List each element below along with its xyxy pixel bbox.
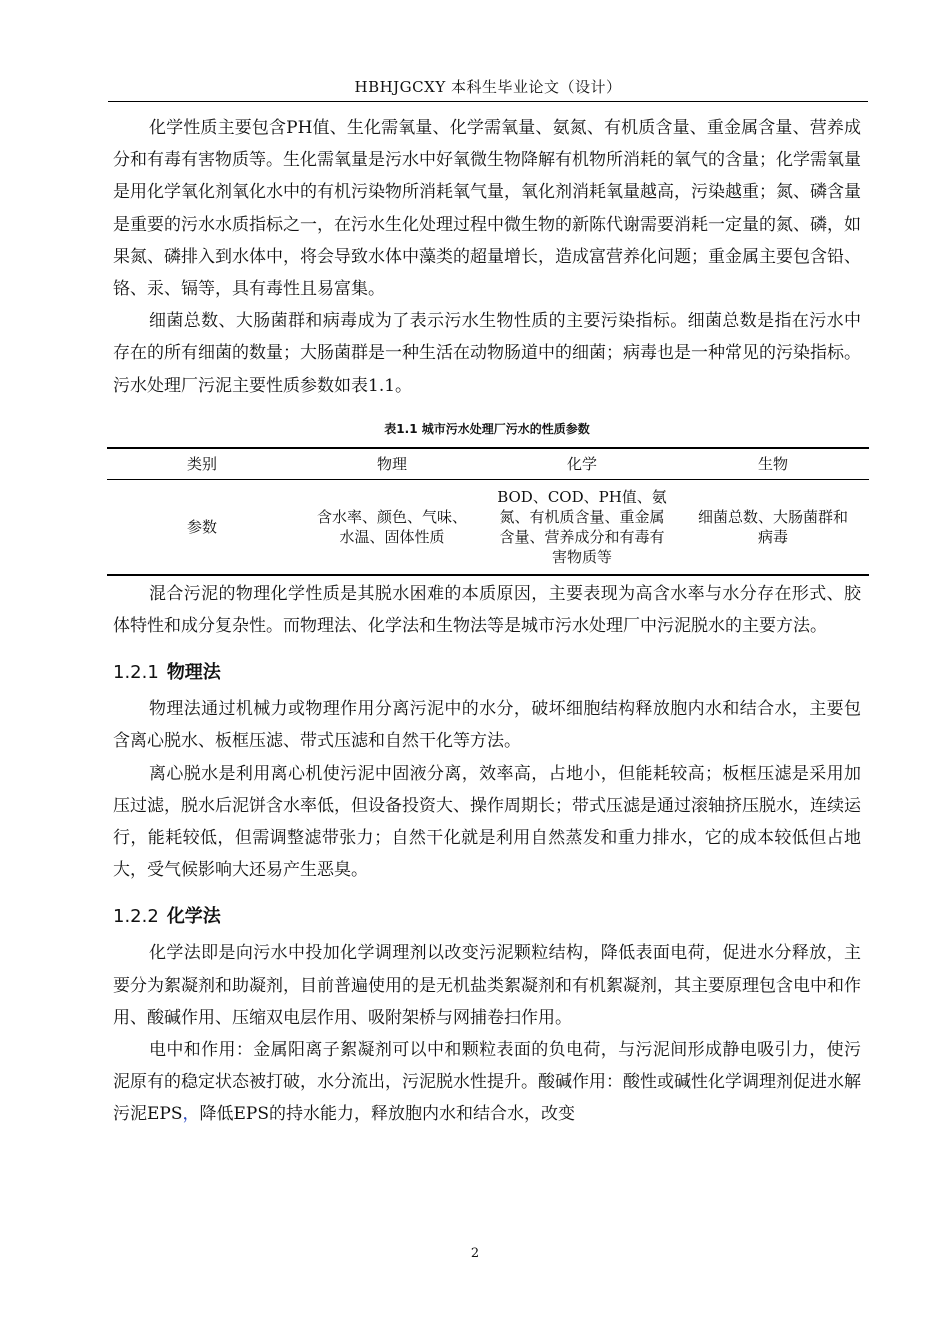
chemical-params: BOD、COD、PH值、氨氮、有机质含量、重金属含量、营养成分和有毒有害物质等	[497, 487, 667, 566]
paragraph-chemical-mechanisms	[113, 1034, 861, 1131]
mechanisms-text-part1: 电中和作用：金属阳离子絮凝剂可以中和颗粒表面的负电荷，与污泥间形成静电吸引力，使污泥原有的稳定状态被打破，水分流出，污泥脱水性提升。酸碱作用：酸性或碱性化学调理剂促进水解污泥EPS	[113, 1040, 861, 1125]
section-number: 1.2.2	[113, 906, 159, 928]
section-heading-chemical	[113, 903, 861, 931]
physical-params: 含水率、颜色、气味、水温、固体性质	[316, 507, 467, 546]
paragraph-chemical-intro: 化学法即是向污水中投加化学调理剂以改变污泥颗粒结构，降低表面电荷，促进水分释放，主要分为絮凝剂和助凝剂，目前普遍使用的是无机盐类絮凝剂和有机絮凝剂，其主要原理包含电中和作用、酸碱作用、压缩双电层作用、吸附架桥与网捕卷扫作用。	[113, 943, 861, 1028]
biological-params: 细菌总数、大肠菌群和病毒	[697, 507, 848, 546]
mechanisms-text-part2: 降低EPS的持水能力，释放胞内水和结合水，改变	[199, 1104, 575, 1125]
section-heading-physical	[113, 659, 861, 687]
table-header-row	[107, 448, 869, 480]
page-header: HBHJGCXY 本科生毕业论文（设计）	[354, 78, 622, 96]
paragraph-physical-methods: 离心脱水是利用离心机使污泥中固液分离，效率高，占地小，但能耗较高；板框压滤是采用加压过滤，脱水后泥饼含水率低，但设备投资大、操作周期长；带式压滤是通过滚轴挤压脱水，连续运行，能耗较低，但需调整滤带张力；自然干化就是利用自然蒸发和重力排水，它的成本较低但占地大，受气候影响大还易产生恶臭。	[113, 763, 861, 881]
section-number: 1.2.1	[113, 662, 159, 684]
section-title: 物理法	[166, 662, 221, 684]
table-cell-chemical	[487, 479, 677, 575]
properties-table	[107, 447, 869, 576]
blue-comma: ，	[182, 1104, 200, 1125]
paragraph-biological-properties: 细菌总数、大肠菌群和病毒成为了表示污水生物性质的主要污染指标。细菌总数是指在污水中存在的所有细菌的数量；大肠菌群是一种生活在动物肠道中的细菌；病毒也是一种常见的污染指标。污水处理厂污泥主要性质参数如表1.1。	[113, 311, 861, 396]
table-row	[107, 479, 869, 575]
table-caption: 表1.1 城市污水处理厂污水的性质参数	[384, 421, 590, 436]
table-header-biological: 生物	[677, 448, 869, 480]
paragraph-sludge-properties: 混合污泥的物理化学性质是其脱水困难的本质原因，主要表现为高含水率与水分存在形式、胶体特性和成分复杂性。而物理法、化学法和生物法等是城市污水处理厂中污泥脱水的主要方法。	[113, 583, 861, 637]
header-rule	[108, 101, 868, 102]
page-number: 2	[470, 1246, 480, 1261]
paragraph-physical-intro: 物理法通过机械力或物理作用分离污泥中的水分，破坏细胞结构释放胞内水和结合水，主要包含离心脱水、板框压滤、带式压滤和自然干化等方法。	[113, 699, 861, 752]
table-header-physical: 物理	[297, 448, 487, 480]
table-header-chemical: 化学	[487, 448, 677, 480]
section-title: 化学法	[166, 906, 221, 928]
paragraph-chemical-properties: 化学性质主要包含PH值、生化需氧量、化学需氧量、氨氮、有机质含量、重金属含量、营养成分和有毒有害物质等。生化需氧量是污水中好氧微生物降解有机物所消耗的氧气的含量；化学需氧量是用化学氧化剂氧化水中的有机污染物所消耗氧气量，氧化剂消耗氧量越高，污染越重；氮、磷含量是重要的污水水质指标之一，在污水生化处理过程中微生物的新陈代谢需要消耗一定量的氮、磷，如果氮、磷排入到水体中，将会导致水体中藻类的超量增长，造成富营养化问题；重金属主要包含铅、铬、汞、镉等，具有毒性且易富集。	[113, 118, 861, 300]
table-header-category: 类别	[107, 448, 297, 480]
table-cell-biological	[677, 479, 869, 575]
table-cell-label: 参数	[107, 479, 297, 575]
table-cell-physical	[297, 479, 487, 575]
page-content	[113, 112, 861, 1131]
